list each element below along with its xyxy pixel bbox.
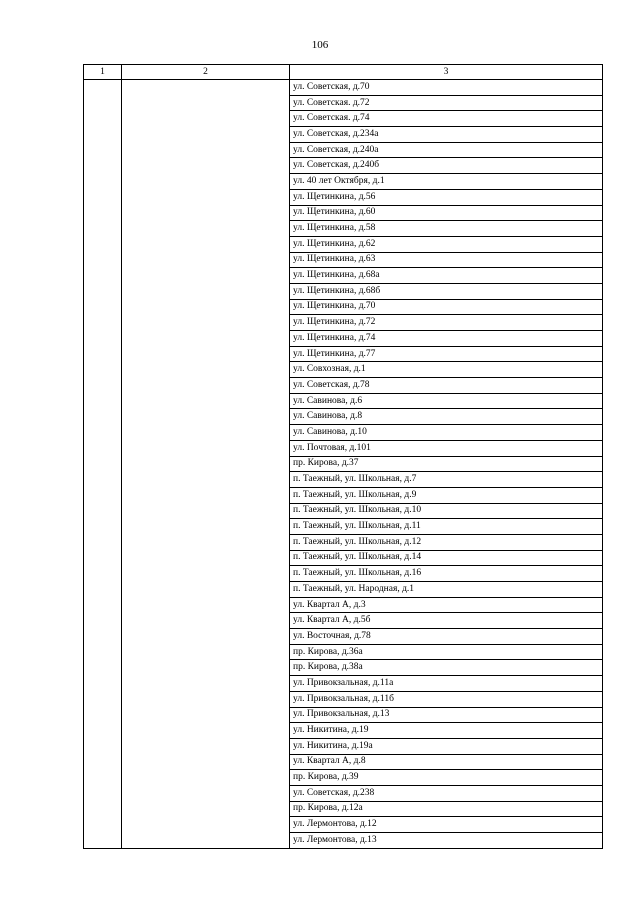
address-cell: ул. Щетинкина, д.68а — [290, 268, 603, 284]
address-cell: ул. Никитина, д.19 — [290, 723, 603, 739]
address-cell: ул. Восточная, д.78 — [290, 629, 603, 645]
address-cell: ул. Щетинкина, д.70 — [290, 299, 603, 315]
address-cell: ул. Щетинкина, д.77 — [290, 346, 603, 362]
address-cell: ул. 40 лет Октября, д.1 — [290, 174, 603, 190]
column-2-cell — [122, 80, 290, 849]
address-cell: пр. Кирова, д.36а — [290, 644, 603, 660]
column-header-2: 2 — [122, 65, 290, 80]
address-cell: п. Таежный, ул. Школьная, д.11 — [290, 519, 603, 535]
address-cell: ул. Привокзальная, д.11а — [290, 676, 603, 692]
address-cell: п. Таежный, ул. Народная, д.1 — [290, 582, 603, 598]
address-cell: ул. Советская, д.78 — [290, 378, 603, 394]
address-cell: пр. Кирова, д.39 — [290, 770, 603, 786]
address-cell: ул. Советская. д.72 — [290, 95, 603, 111]
address-cell: ул. Советская, д.240б — [290, 158, 603, 174]
address-cell: ул. Щетинкина, д.72 — [290, 315, 603, 331]
address-cell: п. Таежный, ул. Школьная, д.10 — [290, 503, 603, 519]
address-cell: п. Таежный, ул. Школьная, д.14 — [290, 550, 603, 566]
address-cell: ул. Советская, д.234а — [290, 127, 603, 143]
address-cell: ул. Щетинкина, д.60 — [290, 205, 603, 221]
column-1-cell — [84, 80, 122, 849]
address-cell: ул. Советская, д.238 — [290, 785, 603, 801]
address-cell: п. Таежный, ул. Школьная, д.7 — [290, 472, 603, 488]
table-body — [84, 80, 603, 849]
page-number: 106 — [311, 39, 329, 51]
address-cell: п. Таежный, ул. Школьная, д.9 — [290, 487, 603, 503]
address-cell: пр. Кирова, д.37 — [290, 456, 603, 472]
address-cell: ул. Привокзальная, д.11б — [290, 691, 603, 707]
address-cell: ул. Советская. д.74 — [290, 111, 603, 127]
address-cell: ул. Щетинкина, д.74 — [290, 331, 603, 347]
address-cell: ул. Квартал А, д.8 — [290, 754, 603, 770]
address-cell: ул. Щетинкина, д.56 — [290, 189, 603, 205]
address-cell: ул. Лермонтова, д.13 — [290, 833, 603, 849]
address-cell: пр. Кирова, д.12а — [290, 801, 603, 817]
address-cell: ул. Почтовая, д.101 — [290, 440, 603, 456]
address-cell: ул. Никитина, д.19а — [290, 738, 603, 754]
address-cell: ул. Квартал А, д.5б — [290, 613, 603, 629]
address-cell: ул. Совхозная, д.1 — [290, 362, 603, 378]
address-cell: ул. Щетинкина, д.68б — [290, 283, 603, 299]
address-cell: ул. Привокзальная, д.13 — [290, 707, 603, 723]
table-header-row — [84, 65, 603, 80]
address-cell: ул. Щетинкина, д.63 — [290, 252, 603, 268]
address-cell: ул. Щетинкина, д.62 — [290, 236, 603, 252]
table-row — [84, 80, 603, 96]
address-cell: ул. Щетинкина, д.58 — [290, 221, 603, 237]
address-cell: ул. Лермонтова, д.12 — [290, 817, 603, 833]
column-header-1: 1 — [84, 65, 122, 80]
address-cell: ул. Советская, д.70 — [290, 80, 603, 96]
address-cell: ул. Савинова, д.10 — [290, 425, 603, 441]
column-header-3: 3 — [290, 65, 603, 80]
address-cell: ул. Советская, д.240а — [290, 142, 603, 158]
address-cell: ул. Квартал А, д.3 — [290, 597, 603, 613]
address-table — [83, 64, 603, 849]
address-cell: п. Таежный, ул. Школьная, д.12 — [290, 534, 603, 550]
address-cell: ул. Савинова, д.8 — [290, 409, 603, 425]
address-cell: ул. Савинова, д.6 — [290, 393, 603, 409]
address-cell: пр. Кирова, д.38а — [290, 660, 603, 676]
address-cell: п. Таежный, ул. Школьная, д.16 — [290, 566, 603, 582]
